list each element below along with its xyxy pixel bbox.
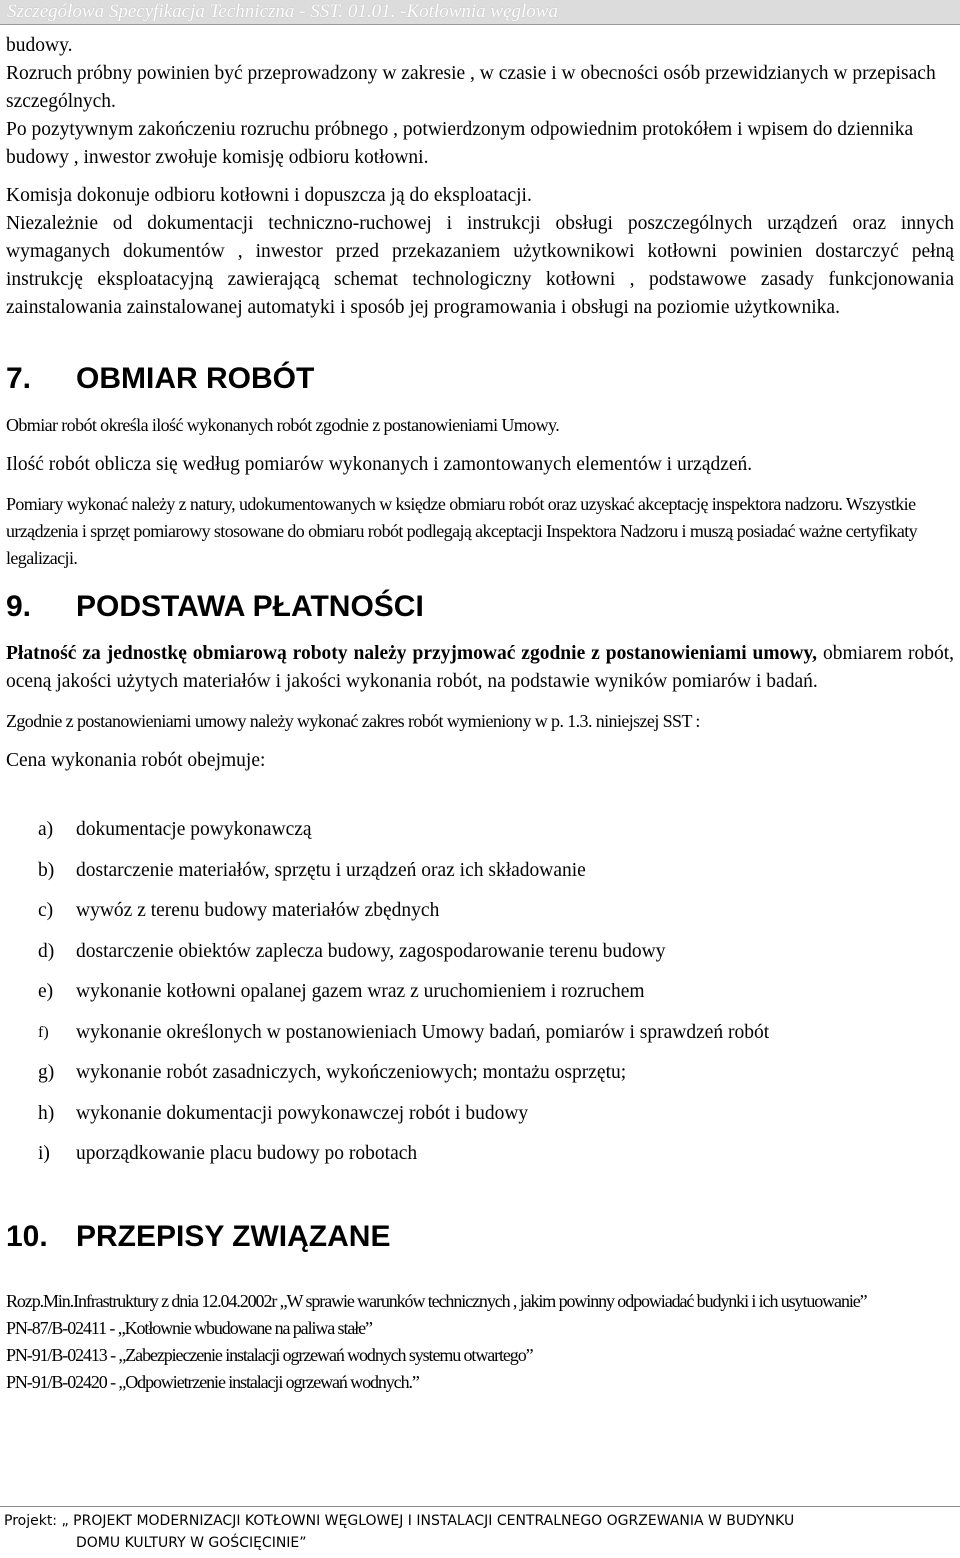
list-item [38, 816, 954, 857]
section-title: PODSTAWA PŁATNOŚCI [76, 590, 424, 623]
regulation-line: Rozp.Min.Infrastruktury z dnia 12.04.2002r „W sprawie warunków technicznych , jakim powinny odpowiadać budynki i ich usytuowanie” [6, 1291, 867, 1311]
list-marker: h) [38, 1102, 55, 1124]
section-number: 7. [6, 362, 32, 395]
price-items-list [38, 816, 954, 1181]
footer-project-line: DOMU KULTURY W GOŚCIĘCINIE” [76, 1535, 307, 1551]
list-item [38, 1059, 954, 1100]
section-10-heading [6, 1220, 391, 1254]
intro-paragraph: Po pozytywnym zakończeniu rozruchu próbnego , potwierdzonym odpowiednim protokółem i wpisem do dziennika budowy , inwestor zwołuje komisję odbioru kotłowni. [6, 119, 914, 168]
section-number: 9. [6, 590, 32, 623]
section-paragraph: Ilość robót oblicza się według pomiarów wykonanych i zamontowanych elementów i urządzeń. [6, 454, 753, 475]
list-item-text: wykonanie kotłowni opalanej gazem wraz z uruchomieniem i rozruchem [76, 981, 645, 1002]
list-item [38, 857, 954, 898]
list-item [38, 1100, 954, 1141]
list-marker: d) [38, 940, 55, 962]
section-paragraph: Pomiary wykonać należy z natury, udokumentowanych w księdze obmiaru robót oraz uzyskać akceptację inspektora nadzoru. Wszystkie urządzenia i sprzęt pomiarowy stosowane do obmiaru robót podlegają akceptacji Inspektora Nadzoru i muszą posiadać ważne certyfikaty legalizacji. [6, 494, 918, 568]
section-number: 10. [6, 1220, 48, 1253]
list-marker: a) [38, 819, 54, 840]
payment-bold-text: Płatność za jednostkę obmiarową roboty należy przyjmować zgodnie z postanowieniami umowy, [6, 643, 818, 664]
list-item [38, 938, 954, 979]
intro-section [6, 32, 954, 322]
section-paragraph: Zgodnie z postanowieniami umowy należy wykonać zakres robót wymieniony w p. 1.3. niniejszej SST : [6, 711, 700, 731]
list-marker: f) [38, 1023, 49, 1041]
list-item-text: uporządkowanie placu budowy po robotach [76, 1143, 418, 1164]
list-item-text: wykonanie określonych w postanowieniach Umowy badań, pomiarów i sprawdzeń robót [76, 1021, 770, 1043]
intro-paragraph: budowy. [6, 35, 73, 56]
list-item [38, 897, 954, 938]
running-footer [4, 1510, 956, 1554]
list-item-text: wykonanie robót zasadniczych, wykończeniowych; montażu osprzętu; [76, 1062, 627, 1083]
intro-paragraph: Niezależnie od dokumentacji techniczno-ruchowej i instrukcji obsługi poszczególnych urządzeń oraz innych wymaganych dokumentów , inwestor przed przekazaniem użytkownikowi kotłowni powinien dostarczyć pełną instrukcję eksploatacyjną zawierającą schemat technologiczny kotłowni , podstawowe zasady funkcjonowania zainstalowania zainstalowanej automatyki i sposób jej programowania i obsługi na poziomie użytkownika. [6, 213, 954, 318]
list-item-text: dostarczenie materiałów, sprzętu i urządzeń oraz ich składowanie [76, 859, 586, 881]
list-item [38, 978, 954, 1019]
regulation-line: PN-91/B-02413 - „Zabezpieczenie instalacji ogrzewań wodnych systemu otwartego” [6, 1345, 533, 1365]
section-title: PRZEPISY ZWIĄZANE [76, 1220, 391, 1253]
list-marker: i) [38, 1143, 50, 1164]
list-item [38, 1019, 954, 1060]
section-title: OBMIAR ROBÓT [76, 362, 315, 395]
list-marker: c) [38, 900, 54, 921]
list-item-text: wykonanie dokumentacji powykonawczej robót i budowy [76, 1102, 529, 1124]
footer-divider [0, 1506, 960, 1507]
regulation-line: PN-91/B-02420 - „Odpowietrzenie instalacji ogrzewań wodnych.” [6, 1372, 419, 1392]
section-paragraph: Cena wykonania robót obejmuje: [6, 750, 266, 771]
header-title: Szczegółowa Specyfikacja Techniczna - SST. 01.01. -Kotłownia węglowa [7, 1, 558, 22]
section-10-body [6, 1288, 954, 1396]
section-7-body [6, 412, 954, 572]
section-7-heading [6, 362, 315, 396]
running-header [0, 0, 960, 25]
footer-project-line: Projekt: „ PROJEKT MODERNIZACJI KOTŁOWNI WĘGLOWEJ I INSTALACJI CENTRALNEGO OGRZEWANIA W BUDYNKU [4, 1513, 795, 1529]
payment-rest-text: obmiarem robót, oceną jakości użytych materiałów i jakości wykonania robót, na podstawie wyników pomiarów i badań. [6, 643, 955, 692]
payment-paragraph [6, 640, 954, 696]
section-9-body [6, 640, 954, 775]
regulation-line: PN-87/B-02411 - „Kotłownie wbudowane na paliwa stałe” [6, 1318, 372, 1338]
list-marker: b) [38, 859, 55, 881]
intro-paragraph: Komisja dokonuje odbioru kotłowni i dopuszcza ją do eksploatacji. [6, 185, 532, 206]
list-item-text: dostarczenie obiektów zaplecza budowy, zagospodarowanie terenu budowy [76, 940, 666, 962]
intro-paragraph: Rozruch próbny powinien być przeprowadzony w zakresie , w czasie i w obecności osób przewidzianych w przepisach szczególnych. [6, 63, 936, 112]
list-item [38, 1140, 954, 1181]
section-9-heading [6, 590, 424, 624]
list-item-text: wywóz z terenu budowy materiałów zbędnych [76, 900, 440, 921]
section-paragraph: Obmiar robót określa ilość wykonanych robót zgodnie z postanowieniami Umowy. [6, 415, 560, 435]
list-item-text: dokumentacje powykonawczą [76, 819, 312, 840]
list-marker: e) [38, 981, 54, 1002]
list-marker: g) [38, 1062, 55, 1083]
